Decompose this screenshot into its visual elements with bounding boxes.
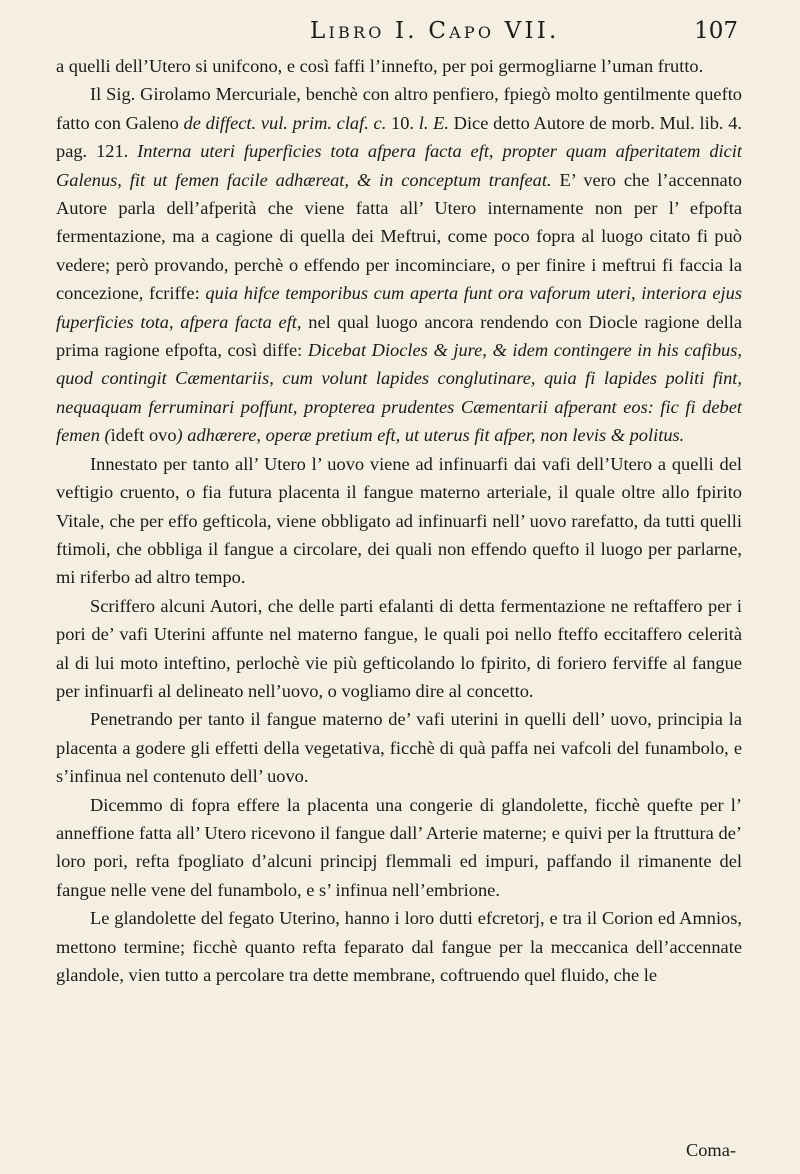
text-run: ideft ovo — [110, 425, 177, 446]
text-run: Il Sig. Girolamo Mercuriale, benchè con altro penfiero, fpiegò molto gentilmente quefto fatto con Galeno — [56, 84, 742, 133]
text-run: Dicemmo di fopra effere la placenta una congerie di glandolette, ficchè quefte per l’ anneffione fatta all’ Utero ricevono il fangue dall’ Arterie materne; e quivi per la ftruttura de’ loro pori, refta fpogliato d’alcuni principj flemmali ed impuri, paffando il rimanente del fangue nelle vene del funambolo, e s’ infinua nell’embrione. — [56, 794, 742, 900]
text-run: Scriffero alcuni Autori, che delle parti efalanti di detta fermentazione ne reftaffero per i pori de’ vafi Uterini affunte nel materno fangue, le quali poi nello fteffo eccitaffero celerità al di lui moto inteftino, perlochè vie più gefticolando lo fpirito, di foriero ferviffe al fangue per infinuarfi al delineato nell’uovo, o vogliamo dire al concetto. — [56, 595, 742, 701]
paragraph — [56, 52, 742, 80]
text-run: Innestato per tanto all’ Utero l’ uovo viene ad infinuarfi dai vafi dell’Utero a quelli del veftigio cruento, o fia futura placenta il fangue materno arteriale, il quale oltre allo fpirito Vitale, che per effo gefticola, viene obbligato ad infinuarfi nell’ uovo rarefatto, da tutti quelli ftimoli, che obbliga il fangue a circolare, dei quali non effendo quefto il luogo per parlarne, mi riferbo ad altro tempo. — [56, 453, 742, 588]
italic-run: ) adhærere, operæ pretium eft, ut uterus fit afper, non levis & politus. — [176, 425, 685, 446]
paragraph — [56, 450, 742, 592]
paragraph — [56, 904, 742, 989]
catchword: Coma- — [685, 1140, 736, 1160]
italic-run: Dicebat Diocles & jure, & idem contingere in his cafibus, quod contingit Cæmentariis, cum volunt lapides conglutinare, quia fi lapides politi fint, nequaquam ferruminari poffunt, propterea prudentes Cæmentarii afperant eos: fic fi debet femen ( — [56, 340, 742, 446]
paragraph — [56, 791, 742, 905]
italic-run: Interna uteri fuperficies tota afpera facta eft, propter quam afperitatem dicit Galenus, fit ut femen facile adhæreat, & in conceptum tranfeat. — [56, 141, 743, 190]
page-number: 107 — [694, 18, 738, 44]
text-run: E’ vero che l’accennato Autore parla dell’afperità che viene fatta all’ Utero internamente non per l’ efpofta fermentazione, ma a cagione di quella dei Meftrui, come poco fopra al luogo citato fi può vedere; però provando, perchè o effendo per incominciare, o per finire i meftrui fi faccia la concezione, fcriffe: — [56, 169, 742, 304]
body-text — [56, 52, 742, 989]
text-run: Dice detto Autore de morb. Mul. lib. 4. pag. 121. — [56, 112, 742, 162]
paragraph — [56, 80, 742, 449]
italic-run: quia hifce temporibus cum aperta funt ora vaforum uteri, interiora ejus fuperficies tota, afpera facta eft, — [56, 283, 742, 332]
paragraph — [56, 705, 742, 790]
italic-run: de diffect. vul. prim. claf. c. — [183, 112, 387, 133]
text-run: a quelli dell’Utero si unifcono, e così faffi l’innefto, per poi germogliarne l’uman frutto. — [56, 56, 704, 76]
text-run: Penetrando per tanto il fangue materno de’ vafi uterini in quelli dell’ uovo, principia la placenta a godere gli effetti della vegetativa, ficchè di quà paffa nei vafcoli del funambolo, e s’infinua nel contenuto dell’ uovo. — [56, 709, 742, 787]
running-title: Libro I. Capo VII. — [310, 18, 560, 44]
text-run: Le glandolette del fegato Uterino, hanno i loro dutti efcretorj, e tra il Corion ed Amnios, mettono termine; ficchè quanto refta feparato dal fangue per la meccanica dell’accennate glandole, vien tutto a percolare tra dette membrane, coftruendo quel fluido, che le — [56, 908, 742, 985]
running-head — [0, 12, 800, 52]
text-run: 10. — [386, 112, 419, 133]
paragraph — [56, 592, 742, 706]
italic-run: l. E. — [418, 112, 449, 133]
text-run: nel qual luogo ancora rendendo con Diocle ragione della prima ragione efpofta, così diffe: — [56, 311, 742, 361]
